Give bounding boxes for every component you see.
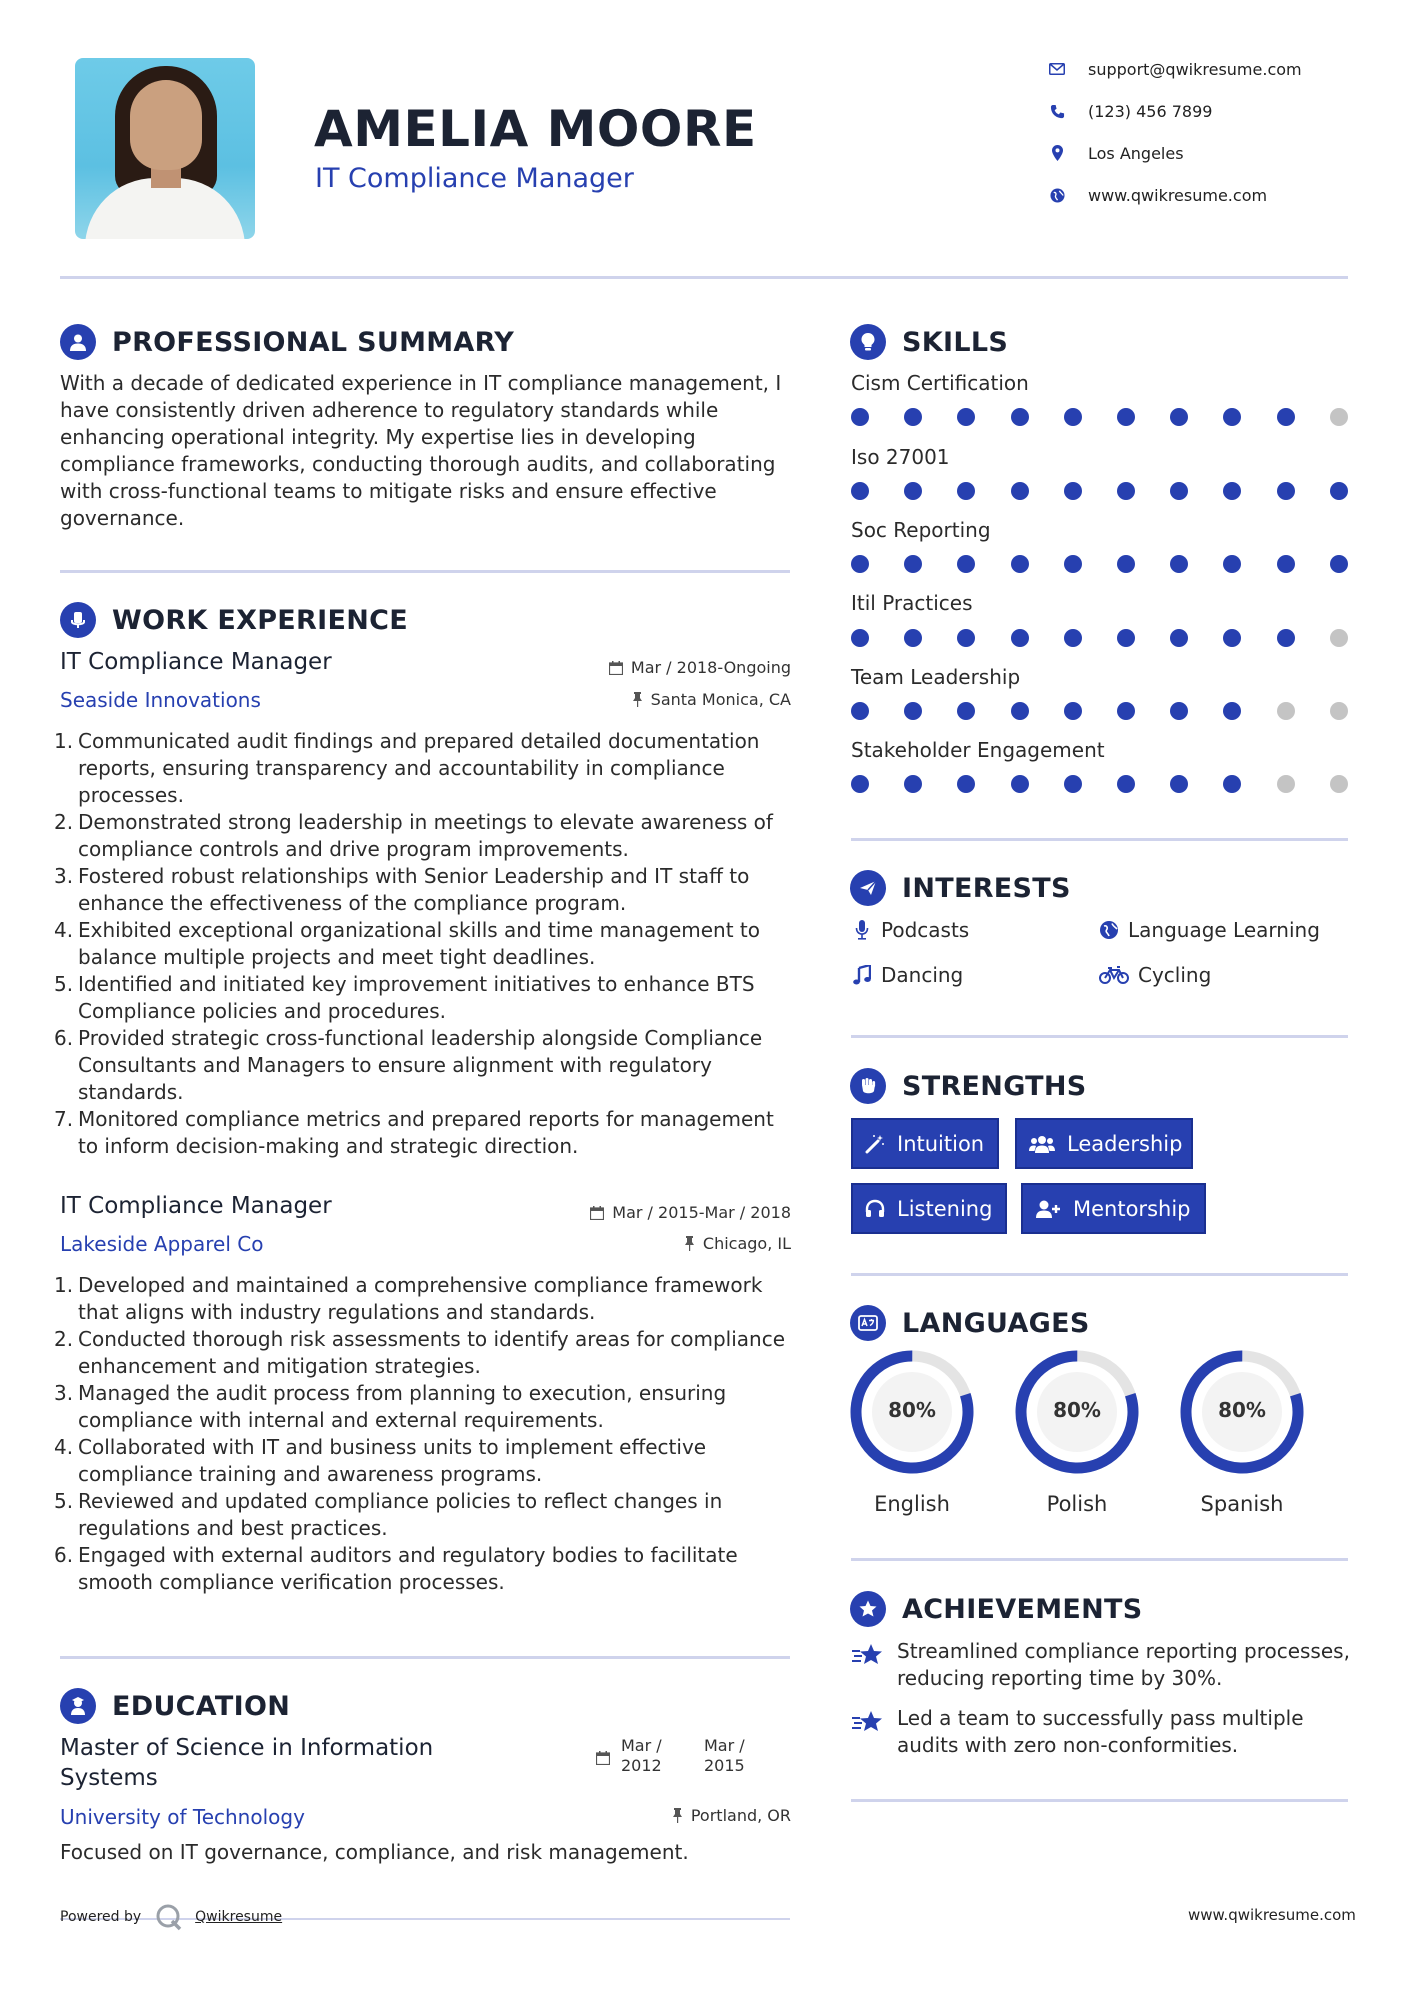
skill-dot-filled [957, 555, 975, 573]
music-note-icon [851, 965, 873, 985]
language-percent: 80% [888, 1398, 936, 1422]
job-company: Seaside Innovations [60, 688, 261, 712]
strengths-title: STRENGTHS [902, 1070, 1087, 1102]
list-item: 4. Collaborated with IT and business units to implement effective compliance training and awareness programs. [54, 1435, 707, 1486]
skill-dot-filled [1064, 629, 1082, 647]
skill-dot-filled [904, 775, 922, 793]
language-name: Polish [1046, 1492, 1108, 1516]
skill-name: Iso 27001 [851, 445, 950, 469]
skill-rating [851, 702, 1351, 720]
contact-email-text: support@qwikresume.com [1088, 59, 1302, 79]
job-location [684, 1234, 791, 1253]
interest-item: Language Learning [1098, 918, 1320, 942]
skill-dot-filled [851, 555, 869, 573]
skill-dot-filled [1223, 702, 1241, 720]
interest-item: Cycling [1098, 963, 1211, 987]
skill-name: Itil Practices [851, 591, 973, 615]
language-item [1180, 1350, 1304, 1516]
job-duties [54, 728, 794, 1160]
skill-dot-filled [1011, 702, 1029, 720]
paper-plane-icon [850, 870, 886, 906]
calendar-icon [596, 1750, 610, 1769]
skill-dot-filled [957, 629, 975, 647]
summary-divider [60, 570, 790, 573]
achievements-title: ACHIEVEMENTS [902, 1593, 1143, 1625]
globe-icon [1098, 920, 1120, 940]
summary-heading [60, 322, 514, 362]
skill-dot-filled [1277, 482, 1295, 500]
calendar-icon [609, 661, 623, 675]
summary-text: With a decade of dedicated experience in IT compliance management, I have consistently driven adherence to regulatory standards while enhancing operational integrity. My expertise lies in developing compliance frameworks, conducting thorough audits, and collaborating with cross-functional teams to mitigate risks and ensure effective governance. [60, 371, 782, 530]
school-name: University of Technology [60, 1805, 305, 1829]
interest-item: Podcasts [851, 918, 969, 942]
skill-dot-filled [957, 702, 975, 720]
list-item: 3. Fostered robust relationships with Senior Leadership and IT staff to enhance the effectiveness of the compliance program. [54, 864, 750, 915]
skill-dot-filled [1011, 555, 1029, 573]
job-duties [54, 1272, 794, 1596]
job-dates-text: Mar / 2018-Ongoing [630, 658, 791, 677]
skill-dot-filled [1117, 775, 1135, 793]
list-item: 4. Exhibited exceptional organizational skills and time management to balance multiple projects and meet tight deadlines. [54, 918, 760, 969]
skill-dot-filled [1117, 482, 1135, 500]
strength-tag: Intuition [851, 1118, 999, 1169]
list-item: 5. Identified and initiated key improvement initiatives to enhance BTS Compliance policies and procedures. [54, 972, 755, 1023]
pushpin-icon [684, 1236, 695, 1251]
skill-dot-filled [1011, 482, 1029, 500]
education-description: Focused on IT governance, compliance, and risk management. [60, 1840, 689, 1864]
skill-dot-filled [1223, 408, 1241, 426]
degree-line-1: Master of Science in Information [60, 1735, 434, 1761]
education-location: Portland, OR [672, 1806, 791, 1825]
skill-dot-filled [957, 775, 975, 793]
footer-brand-link[interactable]: Qwikresume [195, 1909, 283, 1925]
language-name: English [874, 1492, 950, 1516]
skill-dot-filled [1064, 555, 1082, 573]
contact-location [1048, 141, 1348, 165]
users-icon [1029, 1134, 1055, 1154]
skill-dot-filled [904, 408, 922, 426]
strength-tag: Leadership [1015, 1118, 1193, 1169]
languages-title: LANGUAGES [902, 1307, 1090, 1339]
skill-dot-filled [1011, 408, 1029, 426]
briefcase-icon [60, 602, 96, 638]
strengths-heading [850, 1066, 1087, 1106]
skill-dot-filled [1064, 482, 1082, 500]
interests-heading [850, 868, 1071, 908]
pushpin-icon [672, 1808, 683, 1823]
skill-dot-empty [1277, 702, 1295, 720]
globe-icon [1048, 186, 1066, 204]
skill-dot-filled [1117, 629, 1135, 647]
skill-dot-filled [1277, 555, 1295, 573]
skill-rating [851, 408, 1351, 426]
headphones-icon [865, 1199, 885, 1219]
contact-email[interactable] [1048, 57, 1348, 81]
list-item: 7. Monitored compliance metrics and prepared reports for management to inform decision-making and strategic direction. [54, 1107, 774, 1158]
interests-divider [851, 1035, 1348, 1038]
skill-rating [851, 775, 1351, 793]
skill-dot-filled [1223, 629, 1241, 647]
profile-photo [75, 58, 255, 239]
achievement-item: Led a team to successfully pass multiple audits with zero non-conformities. [851, 1705, 1351, 1759]
candidate-role: IT Compliance Manager [315, 163, 634, 194]
job-location-text: Santa Monica, CA [650, 690, 791, 709]
job-title: IT Compliance Manager [60, 1193, 332, 1219]
achievements-divider [851, 1799, 1348, 1802]
calendar-icon [590, 1206, 604, 1220]
footer-powered-by: Powered by Qwikresume [60, 1903, 282, 1931]
education-start: Mar / 2012 [621, 1736, 662, 1775]
skill-rating [851, 629, 1351, 647]
skill-dot-filled [1064, 702, 1082, 720]
language-percent: 80% [1218, 1398, 1266, 1422]
skill-dot-empty [1330, 702, 1348, 720]
pushpin-icon [632, 692, 643, 707]
skills-divider [851, 838, 1348, 841]
language-item [850, 1350, 974, 1516]
skill-dot-filled [1223, 775, 1241, 793]
degree-line-2: Systems [60, 1765, 158, 1791]
interests-title: INTERESTS [902, 872, 1071, 904]
achievement-item: Streamlined compliance reporting processes, reducing reporting time by 30%. [851, 1638, 1351, 1692]
list-item: 2. Demonstrated strong leadership in meetings to elevate awareness of compliance controls and drive program improvements. [54, 810, 773, 861]
skill-dot-filled [1223, 482, 1241, 500]
phone-icon [1048, 102, 1066, 120]
job-location [632, 690, 791, 709]
language-percent: 80% [1053, 1398, 1101, 1422]
skill-dot-empty [1330, 408, 1348, 426]
language-icon [850, 1305, 886, 1341]
languages-divider [851, 1558, 1348, 1561]
contact-phone[interactable] [1048, 99, 1348, 123]
job-dates [609, 658, 791, 677]
skill-dot-filled [957, 408, 975, 426]
skill-dot-filled [1170, 775, 1188, 793]
job-dates-text: Mar / 2015-Mar / 2018 [612, 1203, 791, 1222]
strength-tag: Mentorship [1021, 1183, 1206, 1234]
skill-dot-filled [1117, 702, 1135, 720]
job-location-text: Chicago, IL [702, 1234, 791, 1253]
skill-dot-empty [1277, 775, 1295, 793]
skill-dot-filled [851, 702, 869, 720]
experience-divider [60, 1656, 790, 1659]
skill-dot-filled [851, 482, 869, 500]
skill-dot-filled [1170, 482, 1188, 500]
skill-dot-filled [904, 482, 922, 500]
star-badge-icon [850, 1591, 886, 1627]
list-item: 6. Engaged with external auditors and regulatory bodies to facilitate smooth compliance verification processes. [54, 1543, 738, 1594]
skills-heading [850, 322, 1008, 362]
bicycle-icon [1098, 966, 1130, 984]
skill-dot-filled [1330, 482, 1348, 500]
shooting-star-icon [851, 1638, 885, 1692]
skill-dot-filled [851, 775, 869, 793]
contact-website-text: www.qwikresume.com [1088, 185, 1268, 205]
skill-dot-filled [1223, 555, 1241, 573]
skill-dot-filled [1117, 408, 1135, 426]
skills-title: SKILLS [902, 326, 1009, 358]
summary-title: PROFESSIONAL SUMMARY [112, 326, 515, 358]
microphone-icon [851, 920, 873, 940]
education-end: Mar / 2015 [704, 1736, 745, 1775]
skill-name: Cism Certification [851, 371, 1029, 395]
strengths-divider [851, 1273, 1348, 1276]
shooting-star-icon [851, 1705, 885, 1759]
candidate-name: AMELIA MOORE [314, 100, 757, 158]
education-heading [60, 1686, 290, 1726]
lightbulb-icon [850, 324, 886, 360]
skill-dot-filled [957, 482, 975, 500]
footer-website[interactable]: www.qwikresume.com [1188, 1906, 1356, 1924]
qwikresume-logo-icon [155, 1903, 183, 1931]
skill-name: Stakeholder Engagement [851, 738, 1105, 762]
language-item [1015, 1350, 1139, 1516]
skill-dot-filled [1330, 555, 1348, 573]
skill-dot-filled [904, 555, 922, 573]
experience-title: WORK EXPERIENCE [112, 604, 408, 636]
list-item: 5. Reviewed and updated compliance policies to reflect changes in regulations and best practices. [54, 1489, 723, 1540]
strength-tag: Listening [851, 1183, 1007, 1234]
skill-dot-filled [1170, 629, 1188, 647]
list-item: 6. Provided strategic cross-functional leadership alongside Compliance Consultants and Managers to ensure alignment with regulatory standards. [54, 1026, 763, 1104]
skill-dot-filled [904, 702, 922, 720]
magic-wand-icon [865, 1134, 885, 1154]
interest-item: Dancing [851, 963, 963, 987]
skill-dot-filled [904, 629, 922, 647]
skill-dot-filled [1170, 702, 1188, 720]
skill-dot-empty [1330, 775, 1348, 793]
graduate-icon [60, 1688, 96, 1724]
languages-heading [850, 1303, 1090, 1343]
header-divider [60, 276, 1348, 279]
skill-dot-filled [1170, 555, 1188, 573]
skill-dot-filled [851, 408, 869, 426]
map-pin-icon [1048, 144, 1066, 162]
skill-name: Soc Reporting [851, 518, 991, 542]
list-item: 1. Communicated audit findings and prepared detailed documentation reports, ensuring transparency and accountability in compliance processes. [54, 729, 760, 807]
language-name: Spanish [1200, 1492, 1284, 1516]
job-dates [590, 1203, 791, 1222]
skill-dot-filled [1277, 629, 1295, 647]
skill-dot-filled [1011, 775, 1029, 793]
list-item: 1. Developed and maintained a comprehensive compliance framework that aligns with industry regulations and standards. [54, 1273, 763, 1324]
contact-phone-text: (123) 456 7899 [1088, 101, 1213, 121]
job-title: IT Compliance Manager [60, 649, 332, 675]
skill-dot-filled [1170, 408, 1188, 426]
user-icon [60, 324, 96, 360]
skill-dot-filled [1117, 555, 1135, 573]
envelope-icon [1048, 60, 1066, 78]
fist-icon [850, 1068, 886, 1104]
skill-rating [851, 482, 1351, 500]
contact-website[interactable] [1048, 183, 1348, 207]
list-item: 3. Managed the audit process from planning to execution, ensuring compliance with internal and external requirements. [54, 1381, 727, 1432]
skill-dot-empty [1330, 629, 1348, 647]
skill-dot-filled [1064, 408, 1082, 426]
list-item: 2. Conducted thorough risk assessments to identify areas for compliance enhancement and mitigation strategies. [54, 1327, 786, 1378]
skill-name: Team Leadership [851, 665, 1021, 689]
skill-dot-filled [1011, 629, 1029, 647]
experience-heading [60, 600, 408, 640]
skill-dot-filled [851, 629, 869, 647]
achievements-heading [850, 1589, 1143, 1629]
education-title: EDUCATION [112, 1690, 291, 1722]
contact-location-text: Los Angeles [1088, 143, 1184, 163]
user-plus-icon [1035, 1199, 1061, 1219]
skill-dot-filled [1277, 408, 1295, 426]
skill-dot-filled [1064, 775, 1082, 793]
job-company: Lakeside Apparel Co [60, 1232, 264, 1256]
skill-rating [851, 555, 1351, 573]
